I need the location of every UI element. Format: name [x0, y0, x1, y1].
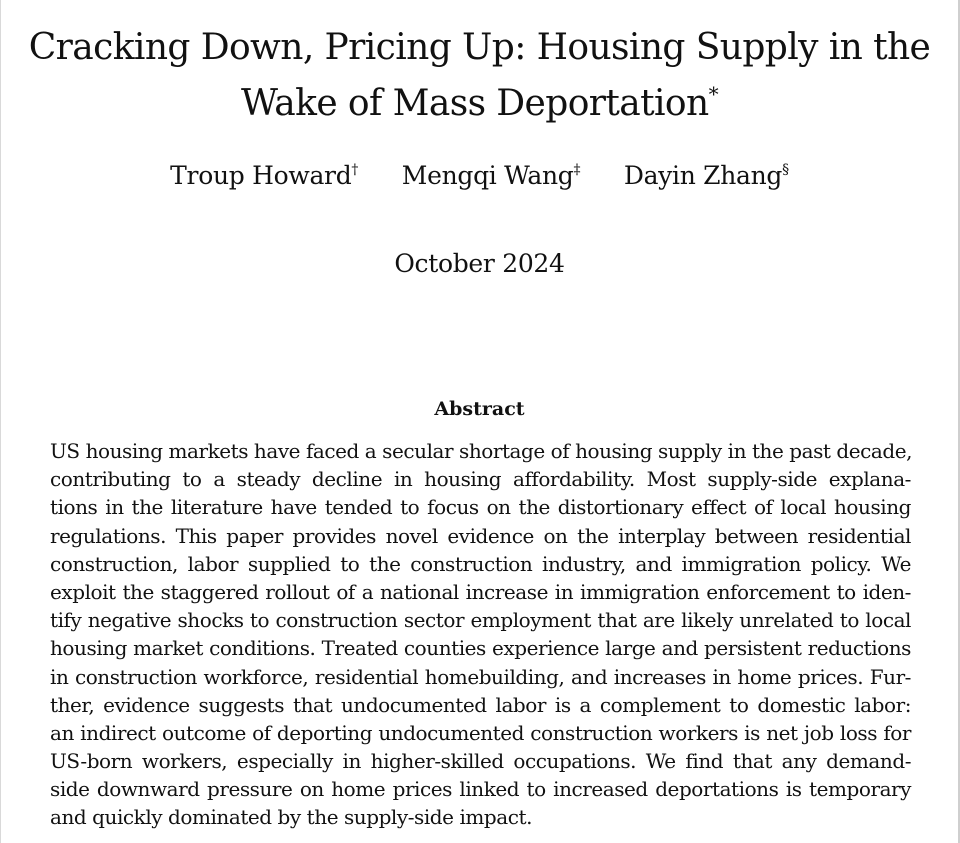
author: [402, 156, 580, 196]
abstract-line: housing market conditions. Treated counties experience large and persistent reductions: [50, 636, 911, 661]
abstract-line: construction, labor supplied to the construction industry, and immigration policy. We: [50, 551, 911, 576]
author-footnote-mark: §: [782, 162, 789, 178]
author-name: Dayin Zhang: [623, 161, 783, 190]
abstract-line: US housing markets have faced a secular shortage of housing supply in the past decade,: [50, 439, 913, 463]
author-name: Troup Howard: [170, 161, 352, 190]
abstract-line: contributing to a steady decline in housing affordability. Most supply-side explana-: [50, 467, 911, 492]
abstract-line: regulations. This paper provides novel evidence on the interplay between residential: [50, 523, 911, 548]
abstract-line: tify negative shocks to construction sector employment that are likely unrelated to local: [50, 608, 911, 633]
title-footnote-mark: *: [708, 82, 718, 106]
abstract-line: an indirect outcome of deporting undocumented construction workers is net job loss for: [50, 720, 911, 745]
abstract-body: [50, 437, 911, 832]
abstract-line: and quickly dominated by the supply-side impact.: [50, 805, 532, 830]
abstract-line: ther, evidence suggests that undocumented labor is a complement to domestic labor:: [50, 692, 911, 717]
author-footnote-mark: †: [351, 162, 359, 178]
author: [624, 156, 789, 196]
abstract-line: exploit the staggered rollout of a national increase in immigration enforcement to iden-: [50, 579, 911, 604]
title-line-2: Wake of Mass Deportation: [241, 83, 709, 124]
author-footnote-mark: ‡: [573, 162, 581, 178]
author: [170, 156, 358, 196]
abstract-line: tions in the literature have tended to focus on the distortionary effect of local housing: [50, 495, 911, 520]
abstract-line: in construction workforce, residential homebuilding, and increases in home prices. Fur-: [50, 664, 911, 689]
abstract-line: side downward pressure on home prices linked to increased deportations is temporary: [50, 777, 911, 802]
paper-title: [21, 20, 938, 132]
abstract-line: US-born workers, especially in higher-skilled occupations. We find that any demand-: [50, 749, 911, 774]
author-list: [1, 156, 958, 196]
publication-date: October 2024: [394, 249, 565, 278]
title-line-1: Cracking Down, Pricing Up: Housing Supply in the: [28, 27, 931, 68]
abstract-heading: Abstract: [434, 398, 525, 420]
author-name: Mengqi Wang: [401, 161, 574, 190]
